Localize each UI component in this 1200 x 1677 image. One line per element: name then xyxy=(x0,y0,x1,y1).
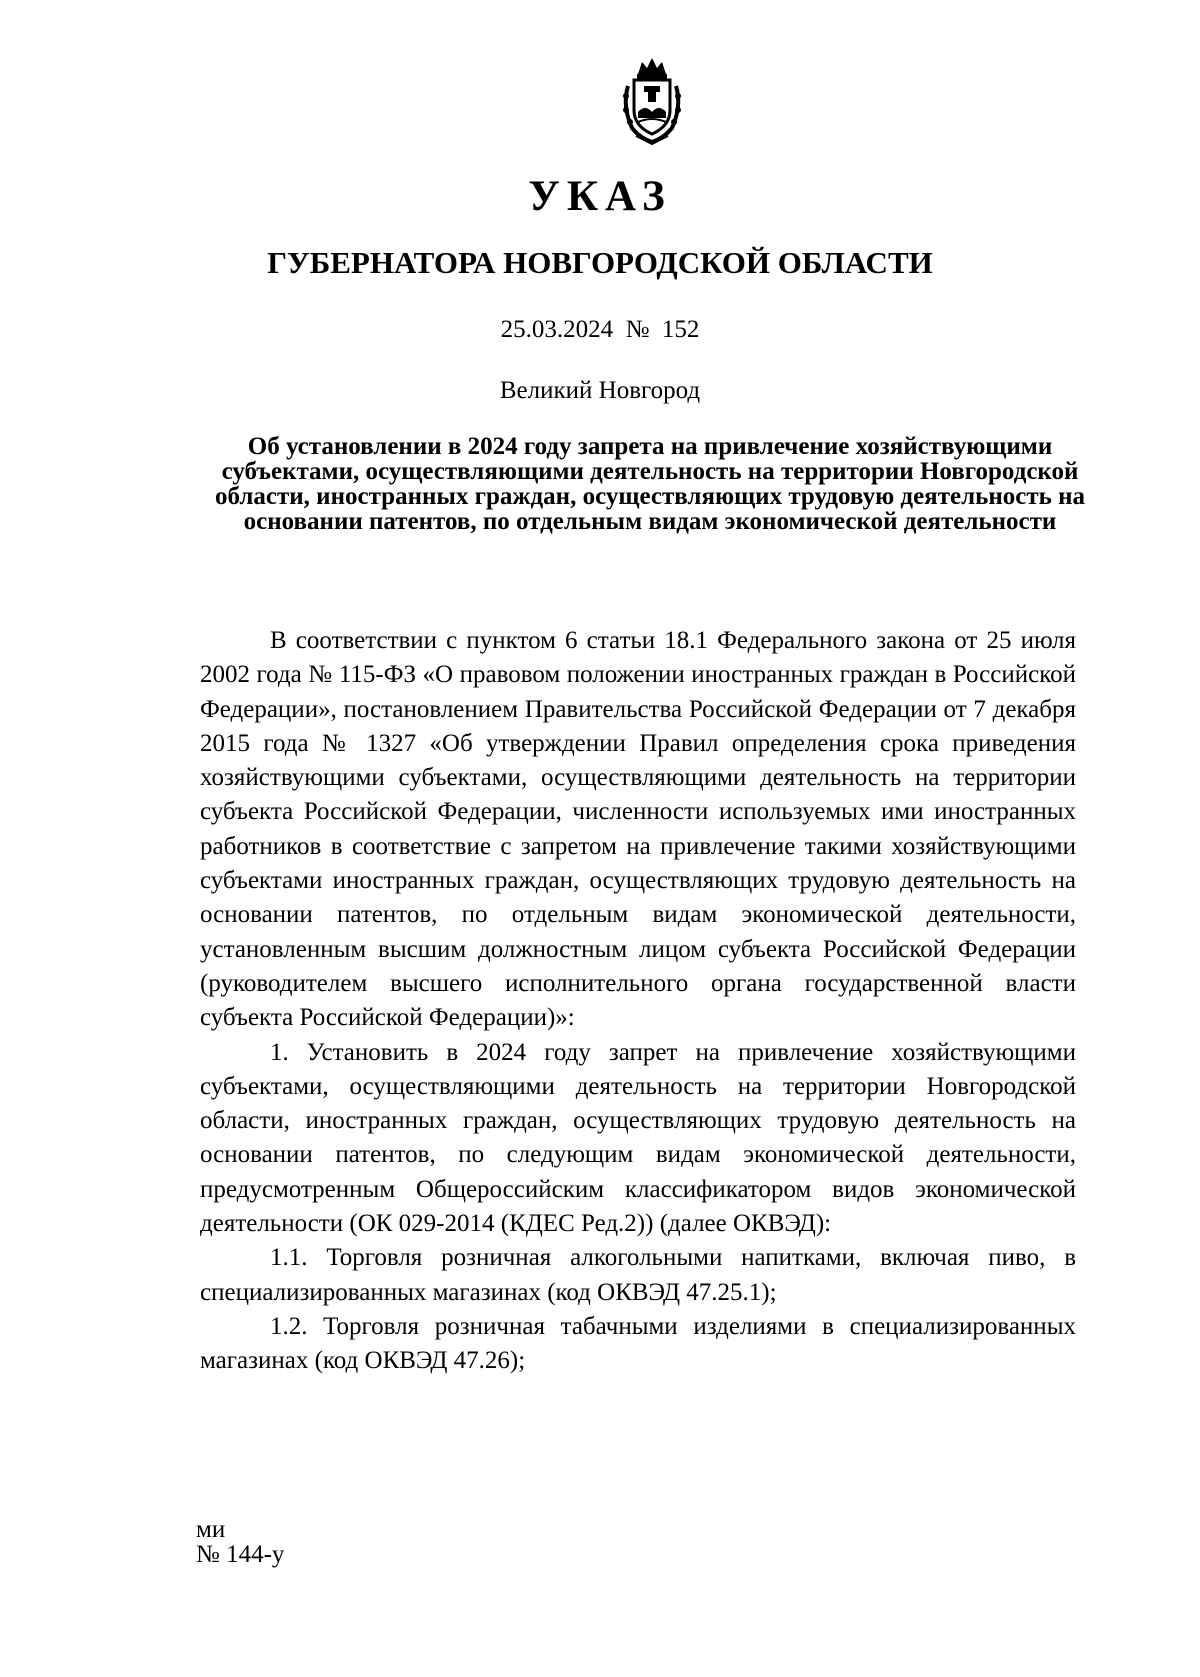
document-type: УКАЗ xyxy=(528,173,672,220)
footer-registration-number: № 144-у xyxy=(196,1541,285,1568)
city: Великий Новгород xyxy=(499,377,701,404)
document-number: 152 xyxy=(661,316,700,343)
coat-of-arms-icon xyxy=(618,56,686,146)
footer-reference xyxy=(196,1517,284,1567)
number-sign: № xyxy=(625,316,650,343)
document-date: 25.03.2024 xyxy=(500,316,614,343)
document-body xyxy=(200,624,1076,1379)
item-1-1-paragraph: 1.1. Торговля розничная алкогольными напитками, включая пиво, в специализированных магазинах (код ОКВЭД 47.25.1); xyxy=(200,1244,1076,1306)
issuing-authority: ГУБЕРНАТОРА НОВГОРОДСКОЙ ОБЛАСТИ xyxy=(267,245,933,280)
document-subject: Об установлении в 2024 году запрета на привлечение хозяйствующими субъектами, осуществляющими деятельность на территории Новгородской области, иностранных граждан, осуществляющих трудовую деятельность на основании патентов, по отдельным видам экономической деятельности xyxy=(215,433,1085,535)
preamble-paragraph: В соответствии с пунктом 6 статьи 18.1 Федерального закона от 25 июля 2002 года № 115-ФЗ «О правовом положении иностранных граждан в Российской Федерации», постановлением Правительства Российской Федерации от 7 декабря 2015 года № 1327 «Об утверждении Правил определения срока приведения хозяйствующими субъектами, осуществляющими деятельность на территории субъекта Российской Федерации, численности используемых ими иностранных работников в соответствие с запретом на привлечение такими хозяйствующими субъектами иностранных граждан, осуществляющих трудовую деятельность на основании патентов, по отдельным видам экономической деятельности, установленным высшим должностным лицом субъекта Российской Федерации (руководителем высшего исполнительного органа государственной власти субъекта Российской Федерации)»: xyxy=(200,627,1076,1032)
footer-initials: ми xyxy=(196,1516,226,1543)
date-number-line xyxy=(0,314,1200,346)
item-1-paragraph: 1. Установить в 2024 году запрет на привлечение хозяйствующими субъектами, осуществляющими деятельность на территории Новгородской области, иностранных граждан, осуществляющих трудовую деятельность на основании патентов, по следующим видам экономической деятельности, предусмотренным Общероссийским классификатором видов экономической деятельности (ОК 029-2014 (КДЕС Ред.2)) (далее ОКВЭД): xyxy=(200,1038,1076,1238)
item-1-2-paragraph: 1.2. Торговля розничная табачными изделиями в специализированных магазинах (код ОКВЭД 47.26); xyxy=(200,1312,1076,1375)
